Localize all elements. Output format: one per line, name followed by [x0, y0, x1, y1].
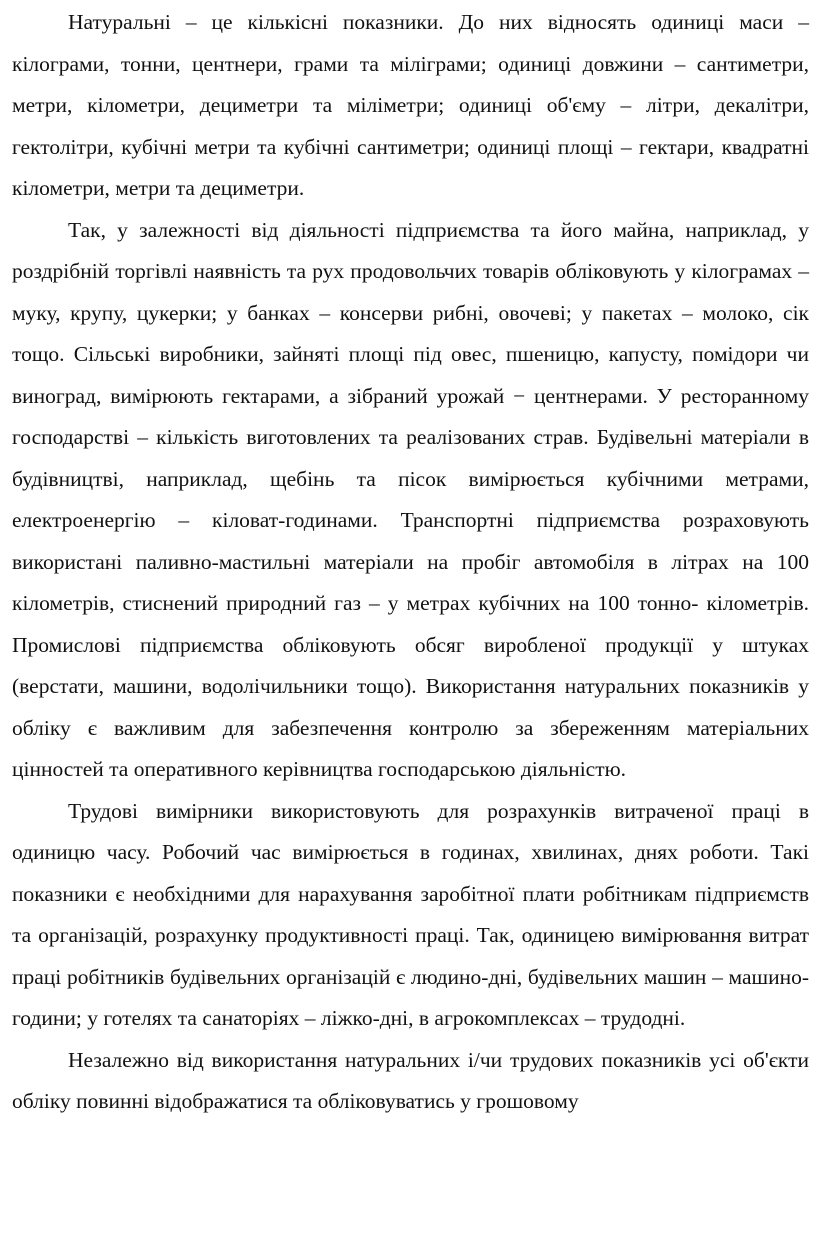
- paragraph-examples-by-activity: Так, у залежності від діяльності підприємства та його майна, наприклад, у роздрібній торгівлі наявність та рух продовольчих товарів обліковують у кілограмах – муку, крупу, цукерки; у банках – консерви рибні, овочеві; у пакетах – молоко, сік тощо. Сільські виробники, зайняті площі під овес, пшеницю, капусту, помідори чи виноград, вимірюють гектарами, а зібраний урожай − центнерами. У ресторанному господарстві – кількість виготовлених та реалізованих страв. Будівельні матеріали в будівництві, наприклад, щебінь та пісок вимірюється кубічними метрами, електроенергію – кіловат-годинами. Транспортні підприємства розраховують використані паливно-мастильні матеріали на пробіг автомобіля в літрах на 100 кілометрів, стиснений природний газ – у метрах кубічних на 100 тонно- кілометрів. Промислові підприємства обліковують обсяг виробленої продукції у штуках (верстати, машини, водолічильники тощо). Використання натуральних показників у обліку є важливим для забезпечення контролю за збереженням матеріальних цінностей та оперативного керівництва господарською діяльністю.: [12, 217, 809, 781]
- paragraph-natural-indicators: Натуральні – це кількісні показники. До них відносять одиниці маси – кілограми, тонни, центнери, грами та міліграми; одиниці довжини – сантиметри, метри, кілометри, дециметри та міліметри; одиниці об'єму – літри, декалітри, гектолітри, кубічні метри та кубічні сантиметри; одиниці площі – гектари, квадратні кілометри, метри та дециметри.: [12, 10, 809, 200]
- paragraph-monetary-measure: Незалежно від використання натуральних і/чи трудових показників усі об'єкти обліку повинні відображатися та обліковуватись у грошовому: [12, 1047, 809, 1113]
- paragraph-labor-measures: Трудові вимірники використовують для розрахунків витраченої праці в одиницю часу. Робочий час вимірюється в годинах, хвилинах, днях роботи. Такі показники є необхідними для нарахування заробітної плати робітникам підприємств та організацій, розрахунку продуктивності праці. Так, одиницею вимірювання витрат праці робітників будівельних організацій є людино-дні, будівельних машин – машино-години; у готелях та санаторіях – ліжко-дні, в агрокомплексах – трудодні.: [12, 798, 809, 1030]
- document-page: [12, 2, 809, 1123]
